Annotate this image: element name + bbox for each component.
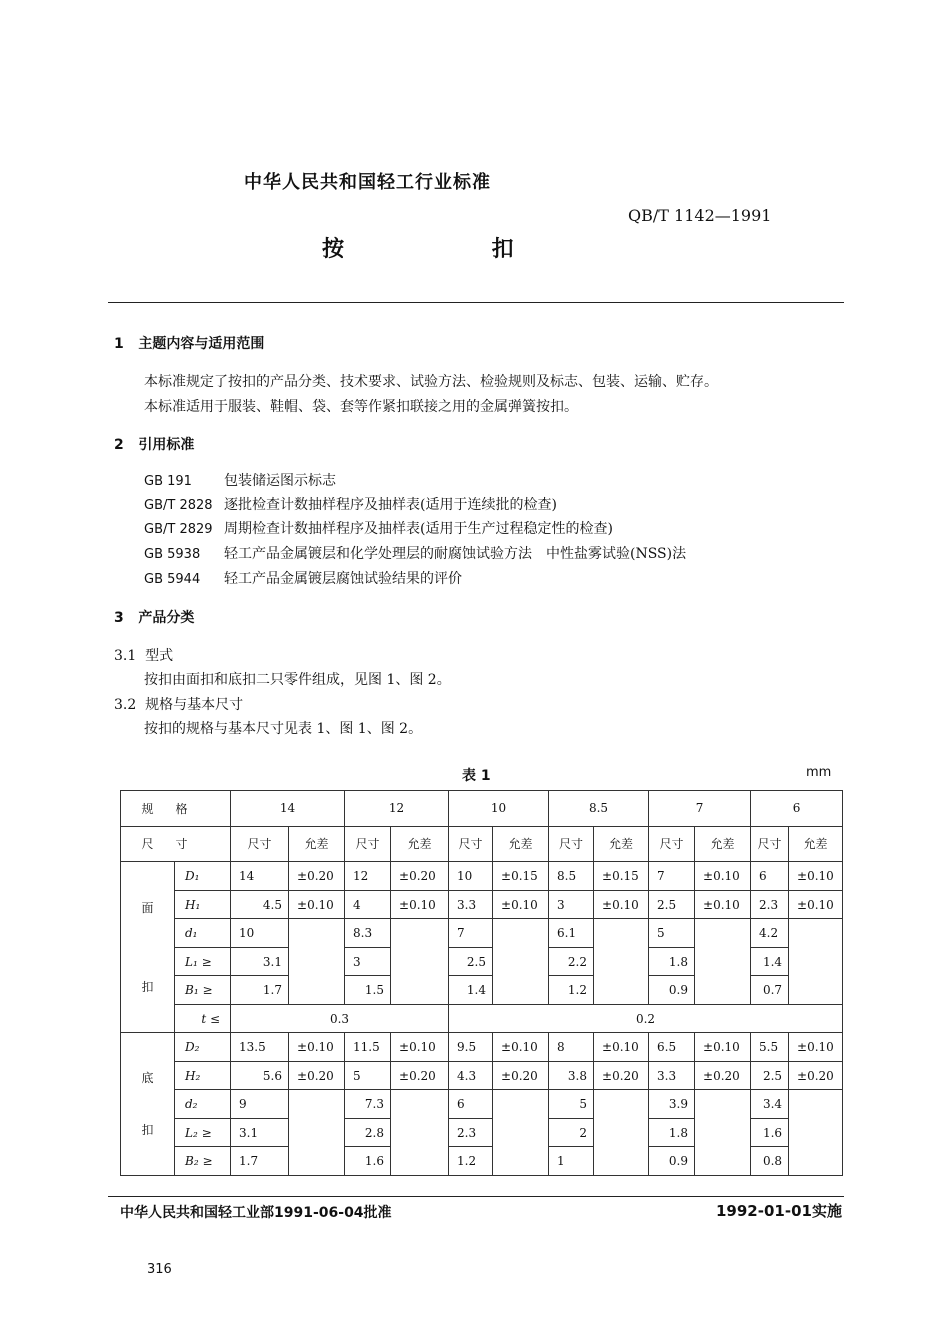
table-cell: 2.3	[751, 890, 789, 919]
table-cell: 0.9	[649, 1147, 695, 1176]
table-row	[121, 791, 843, 827]
table-cell: 1	[549, 1147, 594, 1176]
table-cell: ±0.10	[493, 890, 549, 919]
empty-tolerance-cell	[594, 1090, 649, 1176]
page-number: 316	[147, 1262, 172, 1277]
section-number: 3	[114, 610, 124, 626]
tolerance-header: 允差	[695, 826, 751, 862]
table-row	[121, 890, 843, 919]
table-cell: ±0.20	[789, 1061, 843, 1090]
table-cell: 1.7	[231, 976, 289, 1005]
tolerance-header: 允差	[594, 826, 649, 862]
section-title: 产品分类	[138, 610, 195, 626]
section-3-heading	[114, 607, 194, 627]
table-cell: ±0.20	[289, 862, 345, 891]
table-cell: ±0.10	[289, 890, 345, 919]
table-cell: 1.6	[751, 1118, 789, 1147]
table-cell: 0.8	[751, 1147, 789, 1176]
table-cell: 2.5	[649, 890, 695, 919]
row-symbol: H₂	[175, 1061, 231, 1090]
table-cell: 2.5	[751, 1061, 789, 1090]
bottom-button-group-label: 底 扣	[121, 1033, 175, 1176]
table-cell: ±0.10	[391, 1033, 449, 1062]
empty-tolerance-cell	[391, 919, 449, 1005]
reference-title: 轻工产品金属镀层和化学处理层的耐腐蚀试验方法 中性盐雾试验(NSS)法	[224, 546, 687, 562]
table-cell: ±0.10	[289, 1033, 345, 1062]
table-cell: 1.6	[345, 1147, 391, 1176]
row-symbol: H₁	[175, 890, 231, 919]
reference-item	[144, 494, 557, 514]
table-cell: 1.8	[649, 1118, 695, 1147]
table-cell: ±0.10	[391, 890, 449, 919]
table-caption: 表 1	[462, 768, 491, 784]
reference-item	[144, 518, 613, 538]
header-divider	[108, 302, 844, 303]
table-row	[121, 826, 843, 862]
table-cell: 2	[549, 1118, 594, 1147]
subsection-number: 3.1	[114, 648, 137, 664]
table-cell: ±0.10	[695, 1033, 751, 1062]
table-cell: 3.3	[649, 1061, 695, 1090]
table-cell: 3	[345, 947, 391, 976]
tolerance-header: 允差	[789, 826, 843, 862]
table-cell: ±0.10	[789, 890, 843, 919]
table-row	[121, 1033, 843, 1062]
dimension-header: 尺寸	[121, 826, 231, 862]
table-cell: 13.5	[231, 1033, 289, 1062]
table-cell: 14	[231, 862, 289, 891]
reference-code: GB/T 2828	[144, 498, 213, 513]
table-cell: ±0.10	[493, 1033, 549, 1062]
table-row	[121, 1061, 843, 1090]
table-cell: ±0.20	[391, 1061, 449, 1090]
table-row	[121, 862, 843, 891]
reference-title: 逐批检查计数抽样程序及抽样表(适用于连续批的检查)	[224, 497, 557, 513]
table-cell: ±0.15	[594, 862, 649, 891]
table-row	[121, 1004, 843, 1033]
tolerance-header: 允差	[289, 826, 345, 862]
size-header: 尺寸	[751, 826, 789, 862]
row-symbol: L₂ ≥	[175, 1118, 231, 1147]
footer-divider	[108, 1196, 844, 1197]
table-cell: ±0.20	[493, 1061, 549, 1090]
table-cell: 10	[231, 919, 289, 948]
table-cell: 2.8	[345, 1118, 391, 1147]
table-cell: 1.2	[549, 976, 594, 1005]
table-cell: 10	[449, 862, 493, 891]
table-cell: 0.2	[449, 1004, 843, 1033]
table-cell: 9.5	[449, 1033, 493, 1062]
table-cell: ±0.20	[289, 1061, 345, 1090]
table-cell: 1.7	[231, 1147, 289, 1176]
table-cell: 0.9	[649, 976, 695, 1005]
face-button-group-label: 面 扣	[121, 862, 175, 1033]
section-number: 1	[114, 336, 124, 352]
reference-title: 周期检查计数抽样程序及抽样表(适用于生产过程稳定性的检查)	[224, 521, 613, 537]
section-1-para-2: 本标准适用于服装、鞋帽、袋、套等作紧扣联接之用的金属弹簧按扣。	[144, 399, 578, 415]
table-cell: 3.1	[231, 1118, 289, 1147]
subsection-title: 型式	[145, 648, 174, 664]
empty-tolerance-cell	[695, 919, 751, 1005]
section-1-heading	[114, 333, 264, 353]
empty-tolerance-cell	[289, 1090, 345, 1176]
table-cell: 1.5	[345, 976, 391, 1005]
table-cell: 1.4	[751, 947, 789, 976]
reference-code: GB 5944	[144, 572, 201, 587]
size-header: 尺寸	[649, 826, 695, 862]
table-cell: 2.5	[449, 947, 493, 976]
empty-tolerance-cell	[391, 1090, 449, 1176]
table-cell: 3.3	[449, 890, 493, 919]
approval-line: 中华人民共和国轻工业部1991-06-04批准	[120, 1205, 392, 1221]
table-row	[121, 1090, 843, 1119]
section-2-heading	[114, 434, 194, 454]
row-symbol: D₂	[175, 1033, 231, 1062]
subsection-number: 3.2	[114, 697, 137, 713]
table-cell: 7	[449, 919, 493, 948]
table-cell: 5	[649, 919, 695, 948]
row-symbol: t ≤	[175, 1004, 231, 1033]
table-row	[121, 919, 843, 948]
table-cell: 3.1	[231, 947, 289, 976]
table-cell: ±0.10	[789, 1033, 843, 1062]
spec-value: 7	[649, 791, 751, 827]
table-cell: 3	[549, 890, 594, 919]
table-cell: 7	[649, 862, 695, 891]
table-cell: 1.2	[449, 1147, 493, 1176]
subsection-3-1-heading	[114, 645, 173, 665]
table-cell: 5	[549, 1090, 594, 1119]
empty-tolerance-cell	[789, 919, 843, 1005]
tolerance-header: 允差	[493, 826, 549, 862]
table-cell: 1.4	[449, 976, 493, 1005]
reference-title: 包装储运图示标志	[224, 473, 336, 489]
table-cell: 4	[345, 890, 391, 919]
spec-value: 10	[449, 791, 549, 827]
reference-item	[144, 470, 336, 490]
table-cell: 0.7	[751, 976, 789, 1005]
size-header: 尺寸	[345, 826, 391, 862]
table-cell: 4.2	[751, 919, 789, 948]
reference-code: GB 191	[144, 474, 192, 489]
size-header: 尺寸	[231, 826, 289, 862]
table-cell: 5	[345, 1061, 391, 1090]
subsection-title: 规格与基本尺寸	[145, 697, 244, 713]
table-cell: 0.3	[231, 1004, 449, 1033]
spec-value: 6	[751, 791, 843, 827]
table-cell: 8.5	[549, 862, 594, 891]
table-cell: ±0.10	[594, 890, 649, 919]
spec-header: 规格	[121, 791, 231, 827]
table-cell: ±0.15	[493, 862, 549, 891]
reference-code: GB/T 2829	[144, 522, 213, 537]
size-header: 尺寸	[549, 826, 594, 862]
empty-tolerance-cell	[789, 1090, 843, 1176]
table-cell: 6	[449, 1090, 493, 1119]
table-cell: 2.2	[549, 947, 594, 976]
subsection-3-2-heading	[114, 694, 243, 714]
empty-tolerance-cell	[289, 919, 345, 1005]
reference-code: GB 5938	[144, 547, 201, 562]
table-cell: 9	[231, 1090, 289, 1119]
spec-value: 8.5	[549, 791, 649, 827]
row-symbol: d₂	[175, 1090, 231, 1119]
table-cell: 3.9	[649, 1090, 695, 1119]
table-cell: ±0.20	[594, 1061, 649, 1090]
table-cell: ±0.10	[695, 862, 751, 891]
table-cell: 4.3	[449, 1061, 493, 1090]
standard-code: QB/T 1142—1991	[628, 206, 772, 225]
table-cell: ±0.10	[789, 862, 843, 891]
table-cell: 1.8	[649, 947, 695, 976]
empty-tolerance-cell	[695, 1090, 751, 1176]
issuing-organization: 中华人民共和国轻工行业标准	[244, 172, 491, 193]
table-cell: 11.5	[345, 1033, 391, 1062]
spec-value: 12	[345, 791, 449, 827]
spec-value: 14	[231, 791, 345, 827]
effective-date: 1992-01-01实施	[716, 1202, 842, 1220]
table-cell: 8	[549, 1033, 594, 1062]
section-title: 引用标准	[138, 437, 195, 453]
table-cell: ±0.10	[594, 1033, 649, 1062]
section-title: 主题内容与适用范围	[138, 336, 265, 352]
empty-tolerance-cell	[493, 919, 549, 1005]
table-cell: 6.1	[549, 919, 594, 948]
table-cell: 2.3	[449, 1118, 493, 1147]
table-cell: ±0.20	[391, 862, 449, 891]
table-cell: 7.3	[345, 1090, 391, 1119]
row-symbol: B₁ ≥	[175, 976, 231, 1005]
reference-title: 轻工产品金属镀层腐蚀试验结果的评价	[224, 571, 462, 587]
section-number: 2	[114, 437, 124, 453]
table-cell: 5.5	[751, 1033, 789, 1062]
table-cell: 12	[345, 862, 391, 891]
row-symbol: D₁	[175, 862, 231, 891]
table-cell: 6	[751, 862, 789, 891]
subsection-3-2-text: 按扣的规格与基本尺寸见表 1、图 1、图 2。	[144, 721, 423, 737]
document-title: 按 扣	[322, 237, 584, 262]
empty-tolerance-cell	[594, 919, 649, 1005]
section-1-para-1: 本标准规定了按扣的产品分类、技术要求、试验方法、检验规则及标志、包装、运输、贮存。	[144, 374, 718, 390]
dimension-table	[120, 790, 843, 1176]
table-cell: 6.5	[649, 1033, 695, 1062]
table-cell: ±0.10	[695, 890, 751, 919]
empty-tolerance-cell	[493, 1090, 549, 1176]
table-cell: 5.6	[231, 1061, 289, 1090]
table-cell: 3.4	[751, 1090, 789, 1119]
subsection-3-1-text: 按扣由面扣和底扣二只零件组成，见图 1、图 2。	[144, 672, 451, 688]
reference-item	[144, 543, 686, 563]
table-cell: ±0.20	[695, 1061, 751, 1090]
table-cell: 4.5	[231, 890, 289, 919]
table-cell: 3.8	[549, 1061, 594, 1090]
tolerance-header: 允差	[391, 826, 449, 862]
row-symbol: B₂ ≥	[175, 1147, 231, 1176]
row-symbol: L₁ ≥	[175, 947, 231, 976]
table-cell: 8.3	[345, 919, 391, 948]
size-header: 尺寸	[449, 826, 493, 862]
table-unit: mm	[806, 765, 832, 780]
reference-item	[144, 568, 462, 588]
row-symbol: d₁	[175, 919, 231, 948]
